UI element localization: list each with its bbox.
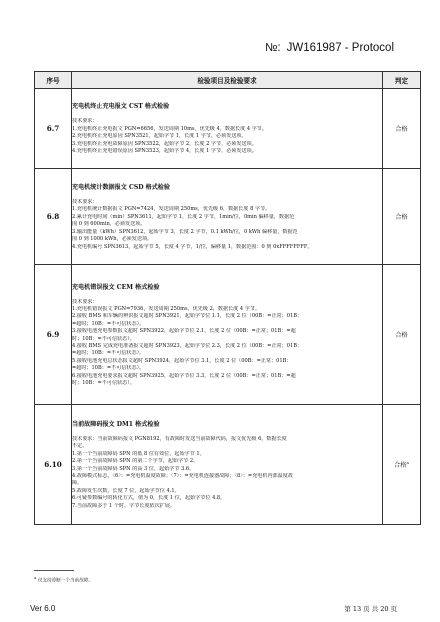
column-header-item: 检验项目及检验要求	[72, 72, 383, 89]
requirement-line: =超时；10B：=不可信状态）。	[72, 320, 145, 327]
footnote-ref: a	[406, 459, 409, 465]
requirement-line: 5.接收电池充电总状态报文超时 SPN3924，起始字节位 3.1，长度 2 位（00B：=正常；01B：	[72, 357, 292, 364]
column-header-seq: 序号	[35, 72, 72, 89]
page-mid: 页 共	[363, 605, 379, 613]
requirement-line: 2.接收 BMS 和车辆的辨识报文超时 SPN3921，起始字节位 1.1，长度 2 位（00B：=正常；01B：	[72, 313, 303, 320]
row-result: 合格	[383, 169, 421, 265]
page-suffix: 页	[390, 605, 397, 613]
requirement-line: 4.故障模式标志，〈6〉：=充电机温度故障；〈7〉：=充电机连接器故障；〈8〉：=充电机内部温度故	[72, 473, 293, 479]
requirement-line: 技术要求：	[72, 118, 98, 125]
table-row	[35, 169, 421, 265]
requirement-line: 1.第一个当前故障码 SPN 的低 8 位有效位，起始字节 1。	[72, 450, 205, 457]
requirement-line: =超时；10B：=不可信状态）。	[72, 365, 145, 372]
footnote-text: 仅支持诊断一个当前故障。	[37, 578, 93, 584]
requirement-line: 时；10B：=不可信状态）。	[72, 380, 135, 387]
requirement-line: 3.接收电池充电参数报文超时 SPN3922，起始字节位 2.1，长度 2 位（00B：=正常；01B：=超	[72, 328, 296, 335]
requirement-line: 技术要求：当前故障码报文 PGN8192，有故障时发送当前故障代码，报文优先级 6，数据长度	[72, 435, 287, 442]
document-number	[265, 42, 394, 54]
requirement-line: 3.充电机终止充电故障原因 SPN3522，起始字节 2，长度 2 字节，必须发送项。	[72, 140, 257, 147]
table-row	[35, 89, 421, 169]
requirement-line: 6.接收电池充电要求报文超时 SPN3925，起始字节位 3.3，长度 2 位（00B：=正常；01B：=超	[72, 372, 296, 379]
table-row	[35, 265, 421, 405]
requirement-line: 7.当前故障多于 1 个时，字节长度依次扩展。	[72, 502, 176, 509]
requirement-line: 不定。	[72, 443, 88, 450]
requirement-line: 1.充电机终止充电报文 PGN=6656，发送周期 10ms，优先级 4，数据长度 4 字节。	[72, 125, 267, 132]
document-number-label: №:	[265, 42, 281, 54]
requirement-line: 4.充电机终止充电错误原因 SPN3523，起始字节 4，长度 1 字节，必须发送项。	[72, 148, 257, 155]
requirement-line: 2.累计充电时间（min）SPN3611，起始字节 1，长度 2 字节，1min/位，0min 偏移量，数据范	[72, 213, 295, 220]
requirement-line: 1.充电机统计数据报文 PGN=7424，发送周期 250ms，优先级 6，数据长度 8 字节。	[72, 206, 271, 213]
requirement-line: 障。	[72, 480, 83, 487]
row-content	[72, 405, 383, 525]
page-indicator	[343, 604, 398, 613]
row-result	[383, 405, 421, 525]
requirement-line: 3.第一个当前故障码 SPN 的高 3 位，起始字节 3.6。	[72, 465, 195, 472]
row-number: 6.7	[35, 89, 72, 169]
row-title: 当前故障码报文 DM1 格式检验	[72, 420, 160, 428]
row-number: 6.10	[35, 405, 72, 525]
requirement-line: 1.充电机错误报文 PGN=7936，发送周期 250ms，优先级 2，数据长度 4 字节。	[72, 305, 261, 312]
column-header-result: 判定	[383, 72, 421, 89]
requirement-line: 技术要求：	[72, 199, 98, 206]
document-number-value: JW161987 - Protocol	[286, 42, 394, 54]
requirement-line: 围 0 到 600min，必须发送项。	[72, 221, 146, 228]
requirement-line: 3.输出能量（kWh）SPN3612，起始字节 3，长度 2 字节，0.1 kWh/位，0 kWh 偏移量，数据范	[72, 228, 298, 235]
page-total: 20	[380, 605, 389, 613]
row-result: 合格	[383, 265, 421, 405]
page-current: 13	[352, 605, 362, 613]
version-label: Ver 6.0	[30, 604, 56, 613]
requirement-line: 围 0 到 1000 kWh，必须发送项。	[72, 236, 153, 243]
row-title: 充电机终止充电报文 CST 格式检验	[72, 103, 170, 111]
requirement-line: 2.第一个当前故障码 SPN 的第二个字节，起始字节 2。	[72, 458, 199, 465]
requirement-line: 4.充电机编号 SPN3613，起始字节 5，长度 4 字节，1/位，偏移量 1，数据范围：0 到 0xFFFFFFFF。	[72, 243, 313, 250]
requirement-line: 4.接收 BMS 完成充电准备报文超时 SPN3923，起始字节位 2.3，长度 2 位（00B：=正常；01B：	[72, 343, 303, 349]
footnote-divider	[34, 570, 74, 571]
row-result: 合格	[383, 89, 421, 169]
row-content	[72, 89, 383, 169]
row-number: 6.9	[35, 265, 72, 405]
table-header-row	[35, 72, 421, 89]
requirement-line: 时；10B：=不可信状态）。	[72, 335, 135, 342]
requirement-line: 2.充电机终止充电原因 SPN3521，起始字节 1，长度 1 字节，必须发送项。	[72, 133, 247, 140]
row-number: 6.8	[35, 169, 72, 265]
requirement-line: 技术要求：	[72, 298, 98, 305]
footnote	[34, 575, 93, 584]
row-result-text: 合格	[394, 462, 407, 470]
requirement-line: 6.可疑参数编号的转化方式，值为 0，长度 1 位，起始字节位 4.8。	[72, 495, 226, 502]
requirement-line: 5.故障发生次数，长度 7 位，起始字节位 4.1。	[72, 487, 180, 494]
row-content	[72, 169, 383, 265]
footnote-mark: a	[34, 575, 37, 580]
inspection-table	[34, 71, 421, 525]
page-prefix: 第	[344, 605, 351, 613]
requirement-line: =超时；10B：=不可信状态）。	[72, 350, 145, 357]
table-row	[35, 405, 421, 525]
row-title: 充电机错误报文 CEM 格式检验	[72, 283, 160, 291]
row-content	[72, 265, 383, 405]
row-title: 充电机统计数据报文 CSD 格式检验	[72, 184, 170, 192]
